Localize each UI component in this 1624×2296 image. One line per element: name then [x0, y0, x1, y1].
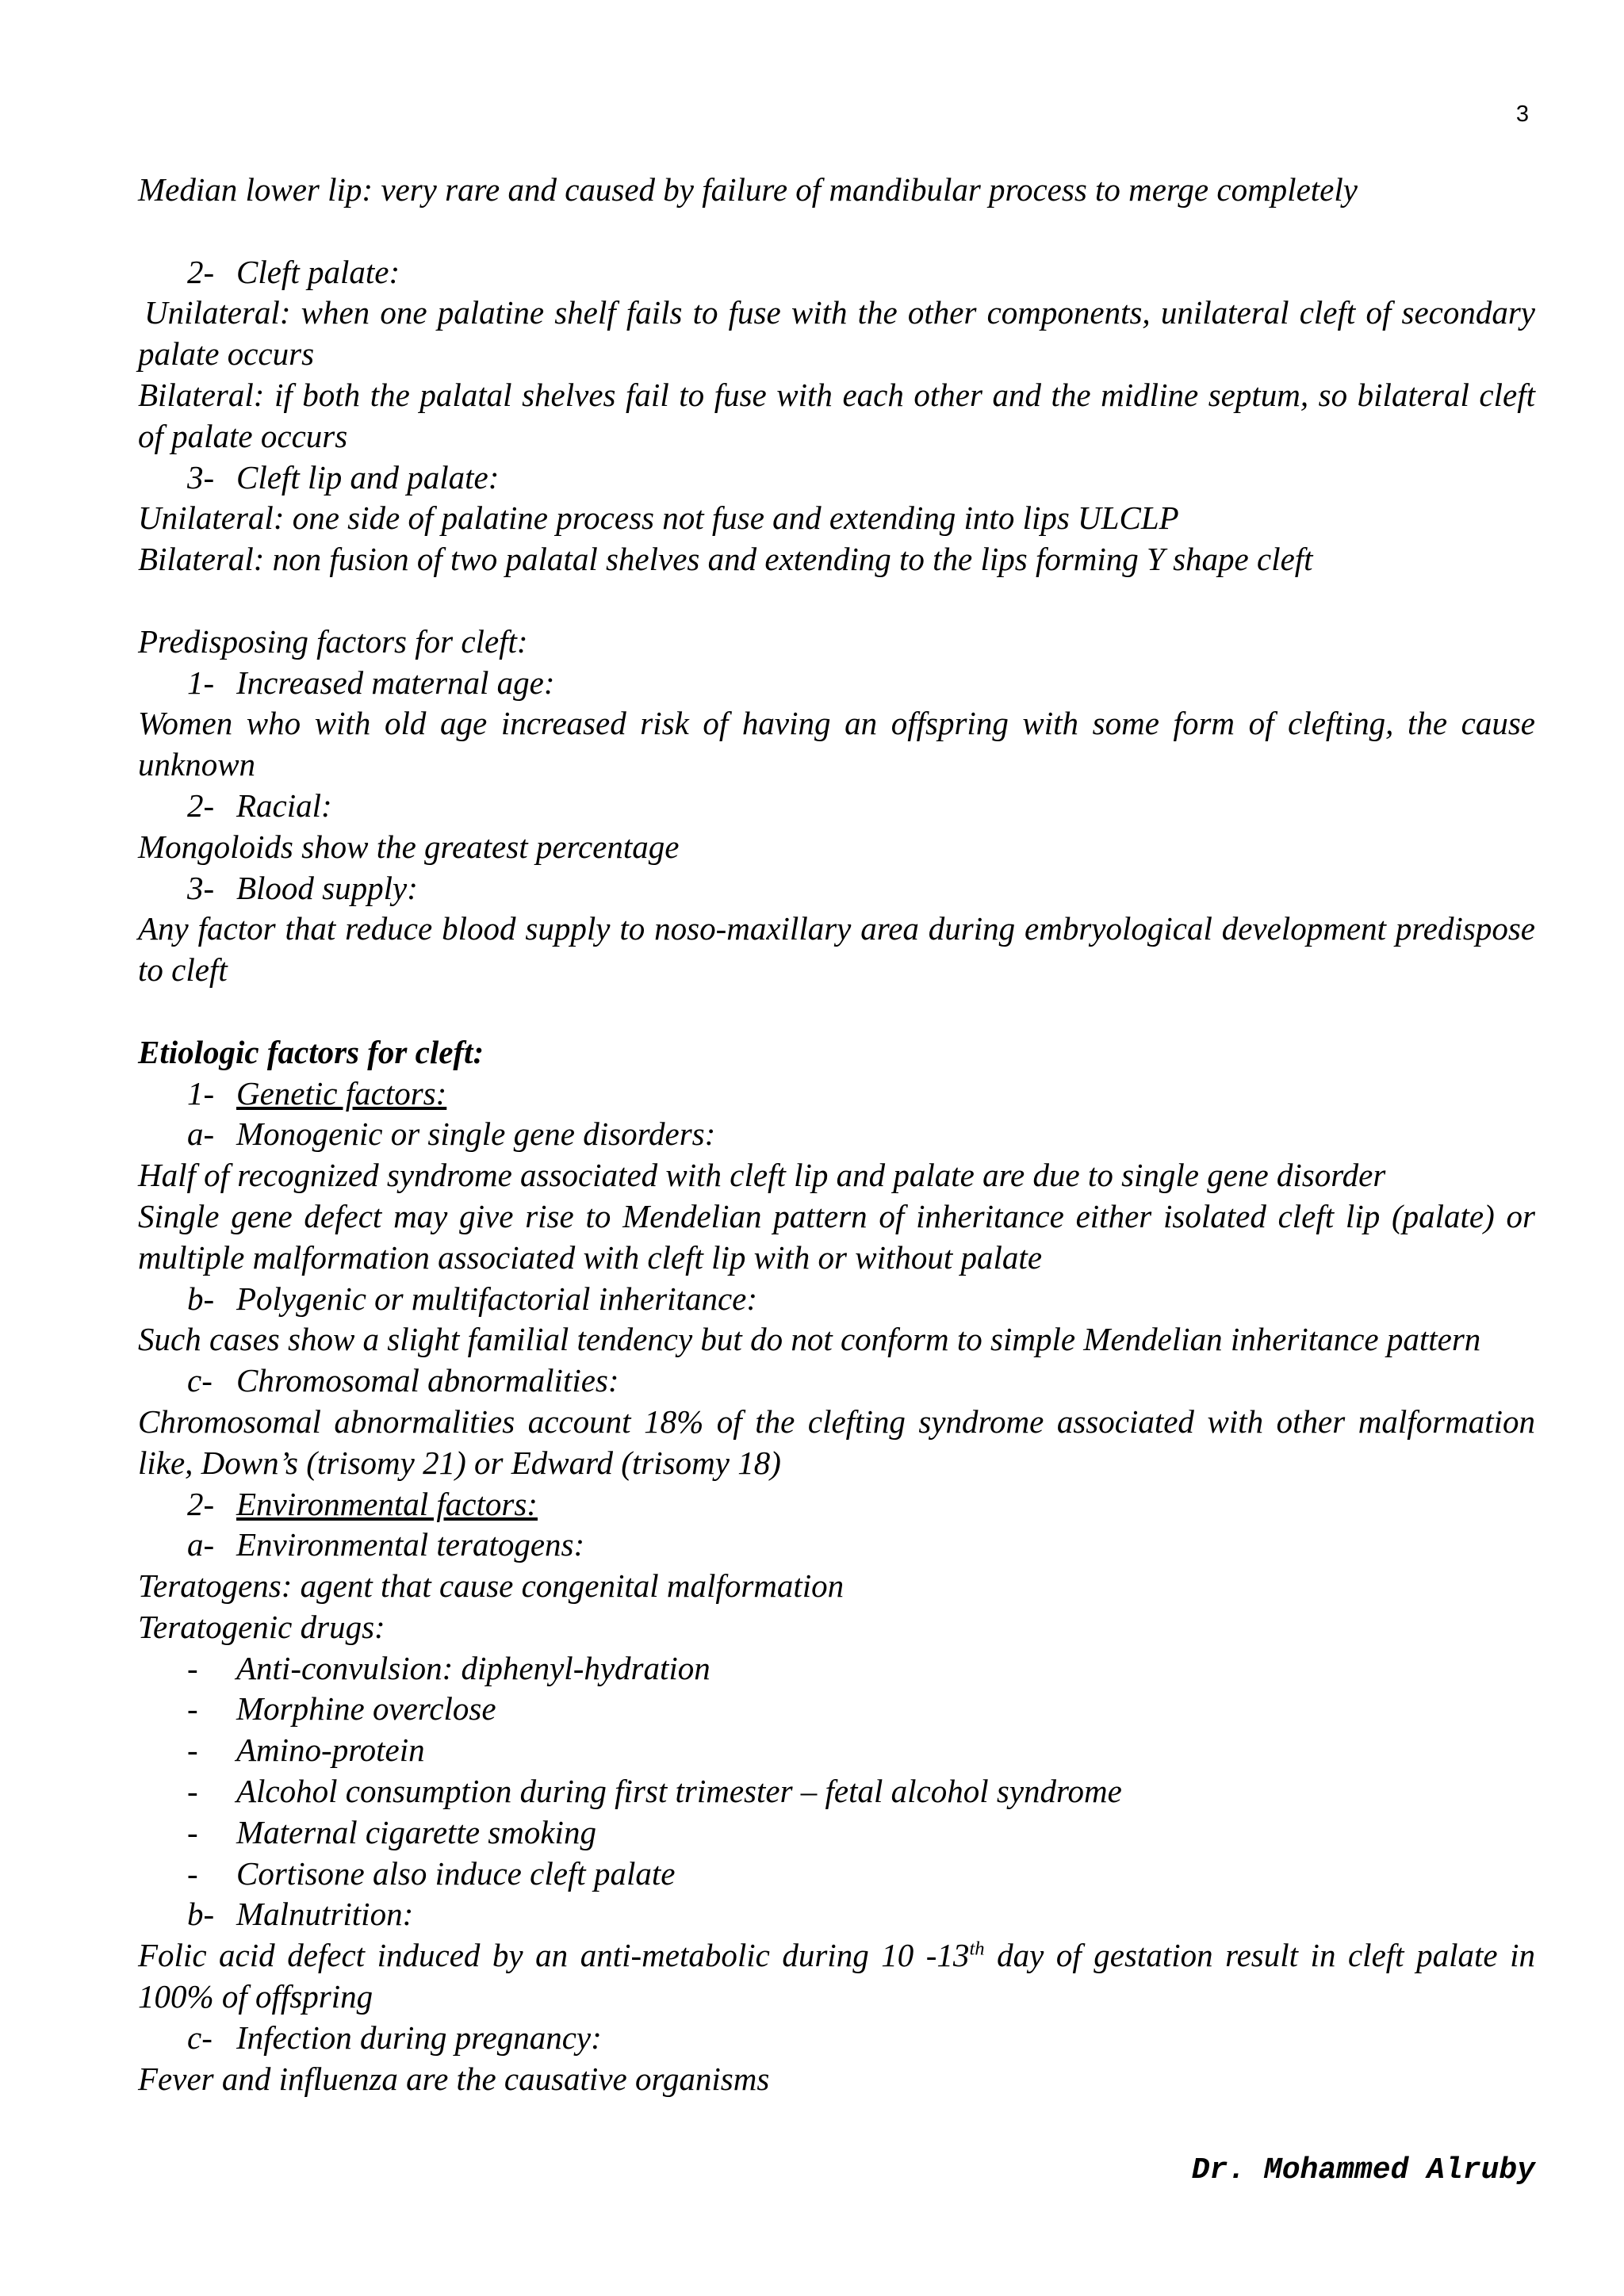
monogenic-text-2: Single gene defect may give rise to Mendelian pattern of inheritance either isolated cleft lip (palate) or multiple malformation associated with cleft lip with or without palate	[138, 1197, 1535, 1276]
drug-list-item: - Maternal cigarette smoking	[187, 1813, 596, 1850]
drug-list-item: - Alcohol consumption during first trimester – fetal alcohol syndrome	[187, 1773, 1122, 1810]
predisposing-racial-text: Mongoloids show the greatest percentage	[138, 828, 680, 865]
cleft-palate-bilateral: Bilateral: if both the palatal shelves fail to fuse with each other and the midline septum, so bilateral cleft of palate occurs	[138, 376, 1535, 454]
predisposing-item-maternal-age: 1- Increased maternal age:	[187, 664, 555, 701]
drug-list-item: - Morphine overclose	[187, 1690, 496, 1728]
drug-list-item: - Anti-convulsion: diphenyl-hydration	[187, 1649, 710, 1686]
median-lower-lip-text: Median lower lip: very rare and caused by failure of mandibular process to merge completely	[138, 171, 1358, 208]
malnutrition-heading: b- Malnutrition:	[187, 1896, 414, 1933]
predisposing-item-blood-supply: 3- Blood supply:	[187, 869, 418, 906]
drug-list-item: - Amino-protein	[187, 1732, 425, 1769]
monogenic-heading: a- Monogenic or single gene disorders:	[187, 1115, 716, 1153]
teratogens-heading: a- Environmental teratogens:	[187, 1526, 585, 1563]
footer-author: Dr. Mohammed Alruby	[1191, 2153, 1535, 2187]
polygenic-text: Such cases show a slight familial tendency but do not conform to simple Mendelian inheritance pattern	[138, 1321, 1481, 1358]
predisposing-heading: Predisposing factors for cleft:	[138, 622, 528, 660]
infection-text: Fever and influenza are the causative organisms	[138, 2060, 770, 2097]
malnutrition-text: Folic acid defect induced by an anti-metabolic during 10 -13th day of gestation result in cleft palate in 100% of offspring	[138, 1937, 1535, 2015]
predisposing-blood-supply-text: Any factor that reduce blood supply to noso-maxillary area during embryological development predispose to cleft	[138, 910, 1535, 989]
teratogenic-drugs-label: Teratogenic drugs:	[138, 1608, 385, 1645]
predisposing-item-racial: 2- Racial:	[187, 786, 332, 824]
polygenic-heading: b- Polygenic or multifactorial inheritance:	[187, 1280, 758, 1317]
page-number: 3	[1515, 101, 1529, 127]
cleft-palate-unilateral: Unilateral: when one palatine shelf fails to fuse with the other components, unilateral cleft of secondary palate occurs	[138, 294, 1535, 373]
monogenic-text-1: Half of recognized syndrome associated with cleft lip and palate are due to single gene disorder	[138, 1157, 1386, 1194]
chromosomal-heading: c- Chromosomal abnormalities:	[187, 1362, 619, 1399]
etiologic-heading: Etiologic factors for cleft:	[138, 1033, 485, 1070]
infection-heading: c- Infection during pregnancy:	[187, 2019, 602, 2056]
predisposing-maternal-age-text: Women who with old age increased risk of having an offspring with some form of clefting, the cause unknown	[138, 705, 1535, 783]
chromosomal-text: Chromosomal abnormalities account 18% of the clefting syndrome associated with other malformation like, Down’s (trisomy 21) or Edward (trisomy 18)	[138, 1402, 1535, 1481]
environmental-factors-heading: 2- Environmental factors:	[187, 1485, 538, 1522]
document-body	[138, 170, 1535, 2099]
teratogens-text: Teratogens: agent that cause congenital malformation	[138, 1567, 845, 1605]
cleft-lip-palate-heading: 3- Cleft lip and palate:	[187, 458, 500, 496]
cleft-lip-palate-unilateral: Unilateral: one side of palatine process not fuse and extending into lips ULCLP	[138, 499, 1179, 537]
cleft-palate-heading: 2- Cleft palate:	[187, 253, 400, 290]
cleft-lip-palate-bilateral: Bilateral: non fusion of two palatal shelves and extending to the lips forming Y shape cleft	[138, 541, 1313, 578]
genetic-factors-heading: 1- Genetic factors:	[187, 1074, 447, 1112]
drug-list-item: - Cortisone also induce cleft palate	[187, 1854, 676, 1892]
